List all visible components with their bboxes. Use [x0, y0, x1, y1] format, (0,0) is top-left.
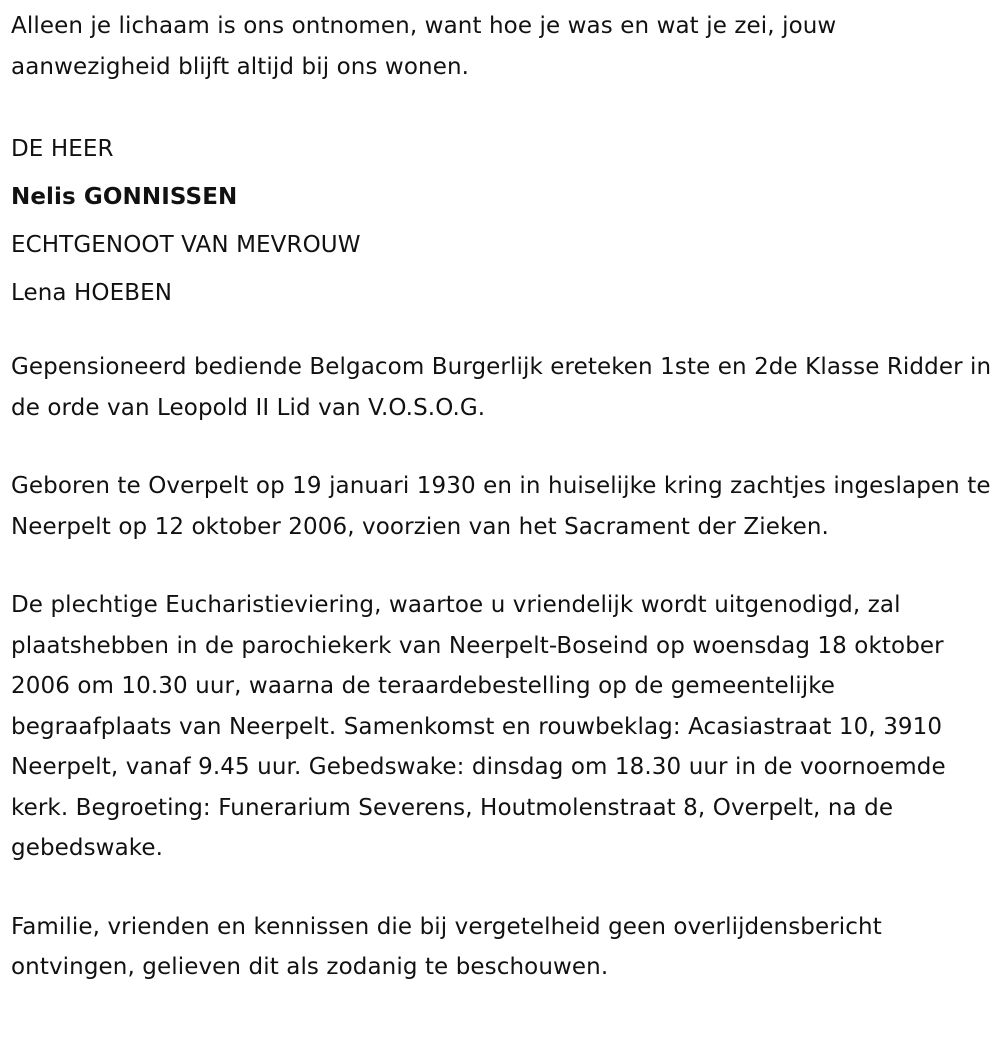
- opening-quote: Alleen je lichaam is ons ontnomen, want hoe je was en wat je zei, jouw aanwezigheid blijft altijd bij ons wonen.: [11, 13, 837, 80]
- spacer: [11, 547, 996, 585]
- career-paragraph: Gepensioneerd bediende Belgacom Burgerlijk ereteken 1ste en 2de Klasse Ridder in de orde van Leopold II Lid van V.O.S.O.G.: [11, 354, 992, 421]
- spacer: [11, 317, 996, 347]
- honorific: DE HEER: [11, 136, 114, 162]
- spacer: [11, 869, 996, 907]
- birth-death-paragraph: Geboren te Overpelt op 19 januari 1930 en in huiselijke kring zachtjes ingeslapen te Neerpelt op 12 oktober 2006, voorzien van het Sacrament der Zieken.: [11, 473, 991, 540]
- spouse-name: Lena HOEBEN: [11, 280, 173, 306]
- spacer: [11, 87, 996, 125]
- deceased-name: Nelis GONNISSEN: [11, 184, 238, 210]
- spacer: [11, 428, 996, 466]
- closing-paragraph: Familie, vrienden en kennissen die bij vergetelheid geen overlijdensbericht ontvingen, gelieven dit als zodanig te beschouwen.: [11, 913, 882, 980]
- ceremony-paragraph: De plechtige Eucharistieviering, waartoe u vriendelijk wordt uitgenodigd, zal plaatshebben in de parochiekerk van Neerpelt-Boseind op woensdag 18 oktober 2006 om 10.30 uur, waarna de teraardebestelling op de gemeentelijke begraafplaats van Neerpelt. Samenkomst en rouwbeklag: Acasiastraat 10, 3910 Neerpelt, vanaf 9.45 uur. Gebedswake: dinsdag om 18.30 uur in de voornoemde kerk. Begroeting: Funerarium Severens, Houtmolenstraat 8, Overpelt, na de gebedswake.: [11, 592, 946, 861]
- relation-label: ECHTGENOOT VAN MEVROUW: [11, 232, 361, 258]
- name-block: [11, 125, 996, 317]
